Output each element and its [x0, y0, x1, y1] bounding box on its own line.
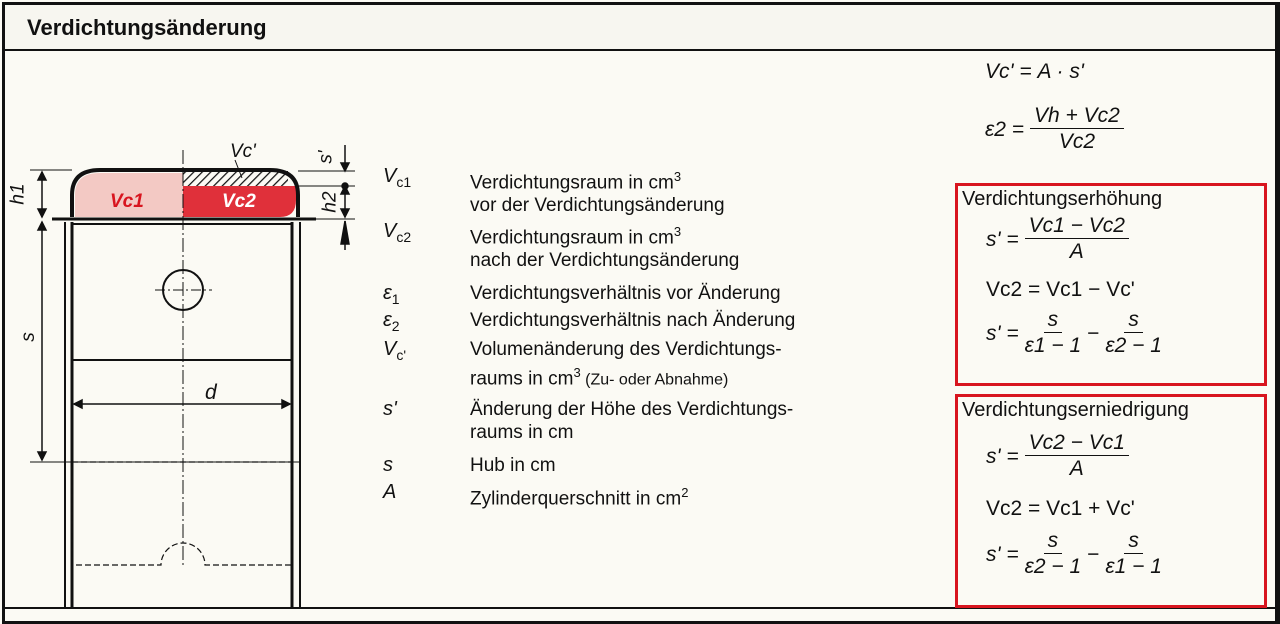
formula: s' = $\frac{Vc2 - Vc1}{A}$	[986, 431, 1135, 482]
legend-symbol: $V_{c1}$	[383, 165, 412, 190]
legend-description: Volumenänderung des Verdichtungs- raums in $cm^3$ (Zu- oder Abnahme)	[470, 339, 782, 390]
label-h2: h2	[319, 191, 341, 213]
formula: Vc2 = Vc1 + Vc'	[986, 497, 1135, 520]
page-title: Verdichtungsänderung	[27, 15, 267, 40]
cylinder-diagram	[0, 0, 380, 610]
legend-symbol: $\varepsilon_2$	[383, 309, 400, 334]
legend-description: Verdichtungsverhältnis nach Änderung	[470, 310, 796, 331]
box-verdichtungserhoehung	[955, 183, 1267, 386]
legend-symbol: $\varepsilon_1$	[383, 282, 400, 307]
formula: s' = $\frac{s}{\varepsilon 1 - 1}$ − $\frac{s}{\varepsilon 2 - 1}$	[986, 308, 1162, 357]
legend-symbol: $V_{c2}$	[383, 220, 412, 245]
piston	[72, 224, 292, 360]
piston-bdc	[72, 462, 292, 565]
legend-description: Verdichtungsraum in $cm^3$ nach der Verdichtungsänderung	[470, 224, 740, 272]
formula-eps2: ε2 = $\frac{Vh + Vc2}{Vc2}$	[985, 104, 1130, 155]
label-vc-prime: Vc'	[230, 141, 256, 162]
legend-symbol: A	[383, 481, 397, 503]
box-verdichtungserniedrigung	[955, 394, 1267, 608]
box-title: Verdichtungserhöhung	[962, 188, 1163, 210]
legend-description: Zylinderquerschnitt in $cm^2$	[470, 485, 689, 510]
label-vc2: Vc2	[222, 191, 256, 212]
legend-symbol: $V_{c'}$	[383, 338, 407, 363]
legend-description: Hub in cm	[470, 455, 556, 476]
formula-vc-prime: Vc' = A · s'	[985, 60, 1084, 83]
vc-prime-hatch	[183, 171, 288, 186]
formula: Vc2 = Vc1 − Vc'	[986, 278, 1135, 301]
box-title: Verdichtungserniedrigung	[962, 399, 1189, 421]
label-vc1: Vc1	[110, 191, 144, 212]
legend-description: Verdichtungsraum in $cm^3$ vor der Verdichtungsänderung	[470, 169, 725, 217]
legend-symbol: s'	[383, 398, 397, 420]
legend-description: Verdichtungsverhältnis vor Änderung	[470, 283, 781, 304]
legend-symbol: s	[383, 454, 393, 476]
label-s-prime: s'	[315, 150, 337, 164]
label-d: d	[205, 381, 217, 404]
formula: s' = $\frac{s}{\varepsilon 2 - 1}$ − $\frac{s}{\varepsilon 1 - 1}$	[986, 529, 1162, 578]
label-s: s	[17, 332, 39, 342]
legend-description: Änderung der Höhe des Verdichtungs- raums in cm	[470, 399, 794, 443]
formula: s' = $\frac{Vc1 - Vc2}{A}$	[986, 214, 1135, 265]
label-h1: h1	[7, 183, 29, 205]
